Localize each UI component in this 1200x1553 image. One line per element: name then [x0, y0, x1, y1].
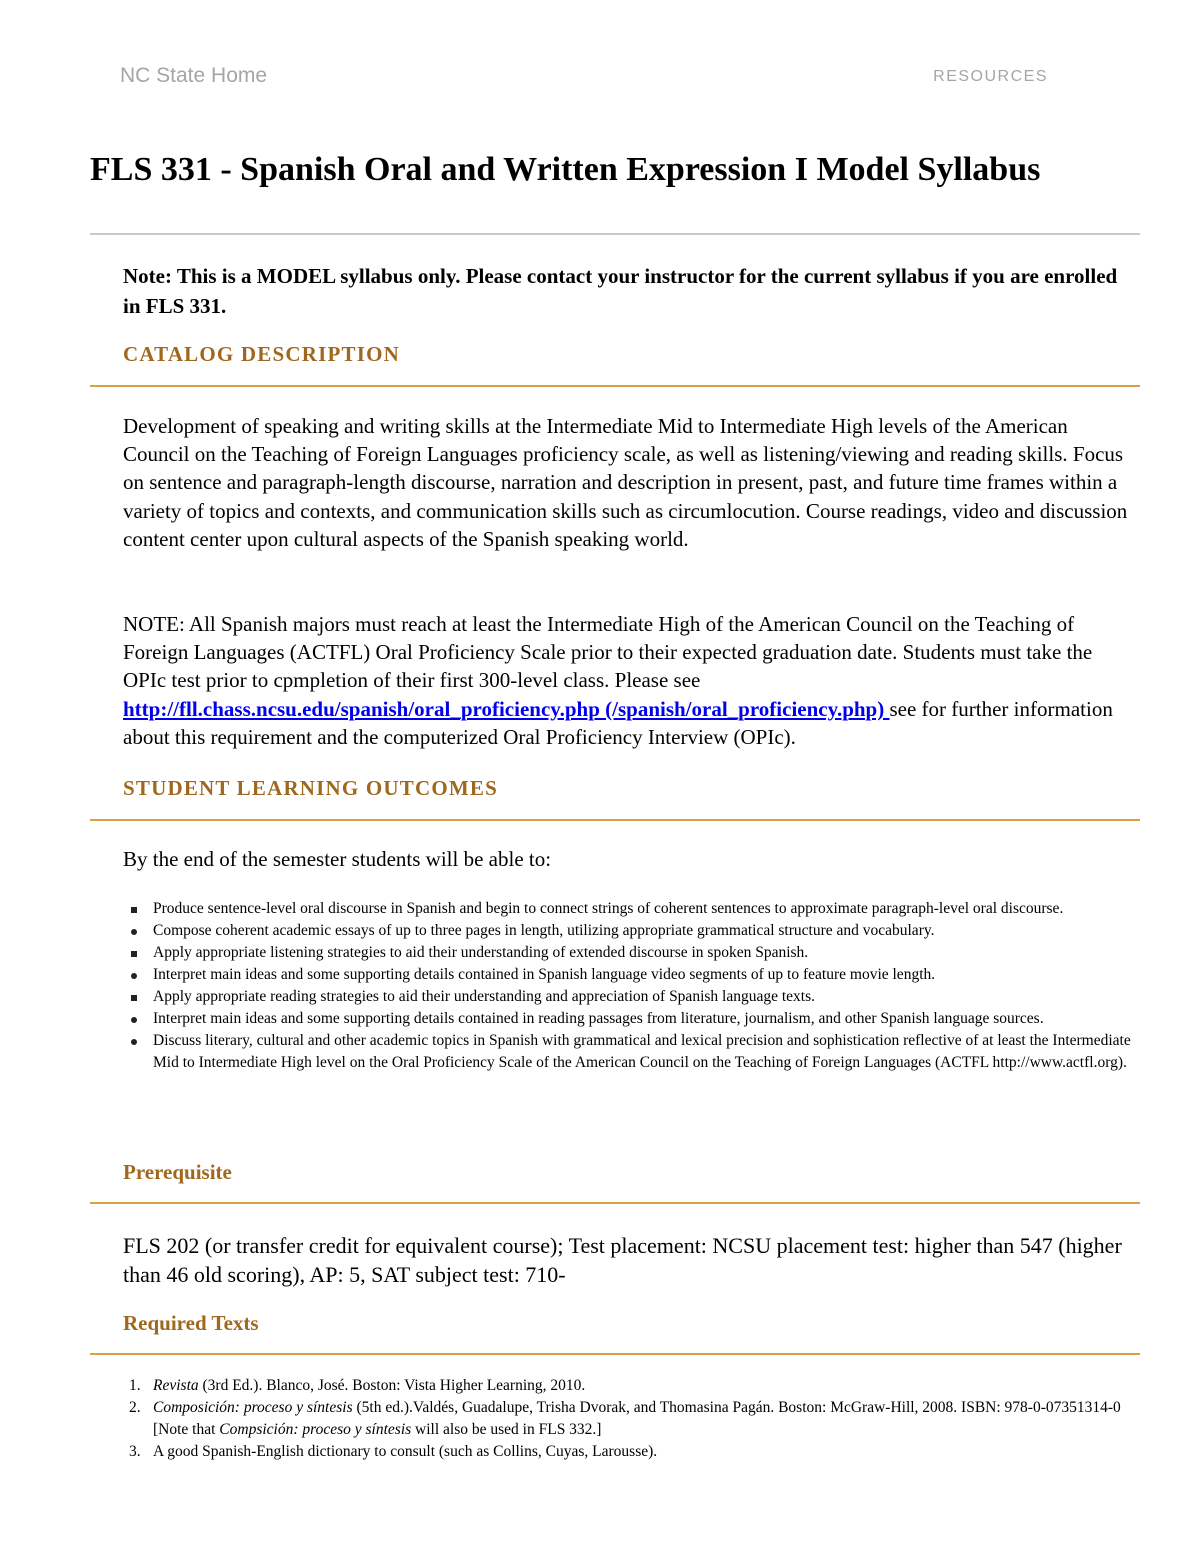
- square-bullet-icon: [131, 951, 137, 957]
- catalog-description-text: Development of speaking and writing skills at the Intermediate Mid to Intermediate High levels of the American Council on the Teaching of Foreign Languages proficiency scale, as well as listening/viewing and reading skills. Focus on sentence and paragraph-length discourse, narration and description in present, past, and future time frames within a variety of topics and contexts, and communication skills such as circumlocution. Course readings, video and discussion content center upon cultural aspects of the Spanish speaking world.: [123, 414, 1128, 551]
- square-bullet-icon: [131, 907, 137, 913]
- learning-outcomes-heading: STUDENT LEARNING OUTCOMES: [123, 776, 499, 800]
- catalog-description-heading: CATALOG DESCRIPTION: [123, 342, 400, 366]
- resources-link[interactable]: RESOURCES: [933, 68, 1048, 85]
- list-item-text: Discuss literary, cultural and other academic topics in Spanish with grammatical and lexical precision and sophistication reflective of at least the Intermediate Mid to Intermediate High level on the Oral Proficiency Scale of the American Council on the Teaching of Foreign Languages (ACTFL http://www.actfl.org).: [153, 1032, 1131, 1071]
- list-item-text: Produce sentence-level oral discourse in Spanish and begin to connect strings of coherent sentences to approximate paragraph-level oral discourse.: [153, 900, 1064, 917]
- square-bullet-icon: [131, 995, 137, 1001]
- proficiency-note-text-end: see for further information about this requirement and the computerized Oral Proficiency Interview (OPIc).: [123, 696, 1113, 749]
- book-title: Composición: proceso y síntesis: [153, 1399, 353, 1416]
- list-item: [123, 898, 1143, 920]
- list-item-text: Interpret main ideas and some supporting details contained in Spanish language video segments of up to feature movie length.: [153, 966, 936, 983]
- top-navigation: [120, 64, 1048, 94]
- section-divider: [90, 819, 1140, 821]
- book-title: Revista: [153, 1377, 199, 1394]
- list-item: [123, 964, 1143, 986]
- proficiency-note: [123, 610, 1138, 751]
- page-title: FLS 331 - Spanish Oral and Written Expression I Model Syllabus: [90, 151, 1041, 188]
- book-citation: (5th ed.).Valdés, Guadalupe, Trisha Dvorak, and Thomasina Pagán. Boston: McGraw-Hill, 2008. ISBN: 978-0-07351314-0 [Note that: [153, 1399, 1121, 1438]
- list-item: [123, 1441, 1123, 1463]
- book-citation: A good Spanish-English dictionary to consult (such as Collins, Cuyas, Larousse).: [153, 1443, 658, 1460]
- list-item: [123, 942, 1143, 964]
- disc-bullet-icon: [131, 1039, 137, 1045]
- book-citation-end: will also be used in FLS 332.]: [411, 1421, 602, 1438]
- list-number: 3.: [129, 1443, 141, 1460]
- list-item: [123, 1375, 1123, 1397]
- nc-state-home-link[interactable]: NC State Home: [120, 64, 268, 87]
- list-item: [123, 986, 1143, 1008]
- prerequisite-text: FLS 202 (or transfer credit for equivalent course); Test placement: NCSU placement test: higher than 547 (higher than 46 old scoring), AP: 5, SAT subject test: 710-: [123, 1233, 1122, 1287]
- section-divider: [90, 385, 1140, 387]
- proficiency-note-text: NOTE: All Spanish majors must reach at least the Intermediate High of the American Council on the Teaching of Foreign Languages (ACTFL) Oral Proficiency Scale prior to their expected graduation date. Students must take the OPIc test prior to cpmpletion of their first 300-level class. Please see: [123, 612, 1093, 693]
- list-item: [123, 1030, 1143, 1074]
- oral-proficiency-link[interactable]: http://fll.chass.ncsu.edu/spanish/oral_proficiency.php (/spanish/oral_proficiency.php): [123, 696, 890, 721]
- list-item-text: Apply appropriate reading strategies to aid their understanding and appreciation of Spanish language texts.: [153, 988, 815, 1005]
- title-divider: [90, 233, 1140, 235]
- disc-bullet-icon: [131, 973, 137, 979]
- required-texts-list: [123, 1375, 1123, 1463]
- section-divider: [90, 1353, 1140, 1355]
- required-texts-heading: Required Texts: [123, 1311, 259, 1335]
- list-item: [123, 1008, 1143, 1030]
- outcomes-list: [123, 898, 1143, 1074]
- list-item-text: Interpret main ideas and some supporting details contained in reading passages from literature, journalism, and other Spanish language sources.: [153, 1010, 1044, 1027]
- book-citation: (3rd Ed.). Blanco, José. Boston: Vista Higher Learning, 2010.: [198, 1377, 586, 1394]
- section-divider: [90, 1202, 1140, 1204]
- disc-bullet-icon: [131, 929, 137, 935]
- list-item-text: Apply appropriate listening strategies to aid their understanding of extended discourse in spoken Spanish.: [153, 944, 809, 961]
- model-syllabus-note: Note: This is a MODEL syllabus only. Please contact your instructor for the current syllabus if you are enrolled in FLS 331.: [123, 264, 1118, 318]
- disc-bullet-icon: [131, 1017, 137, 1023]
- list-number: 1.: [129, 1377, 141, 1394]
- list-number: 2.: [129, 1399, 141, 1416]
- list-item-text: Compose coherent academic essays of up to three pages in length, utilizing appropriate grammatical structure and vocabulary.: [153, 922, 935, 939]
- outcomes-lead: By the end of the semester students will be able to:: [123, 847, 552, 871]
- book-title-secondary: Compsición: proceso y síntesis: [219, 1421, 412, 1438]
- list-item: [123, 920, 1143, 942]
- prerequisite-heading: Prerequisite: [123, 1160, 232, 1184]
- list-item: [123, 1397, 1123, 1441]
